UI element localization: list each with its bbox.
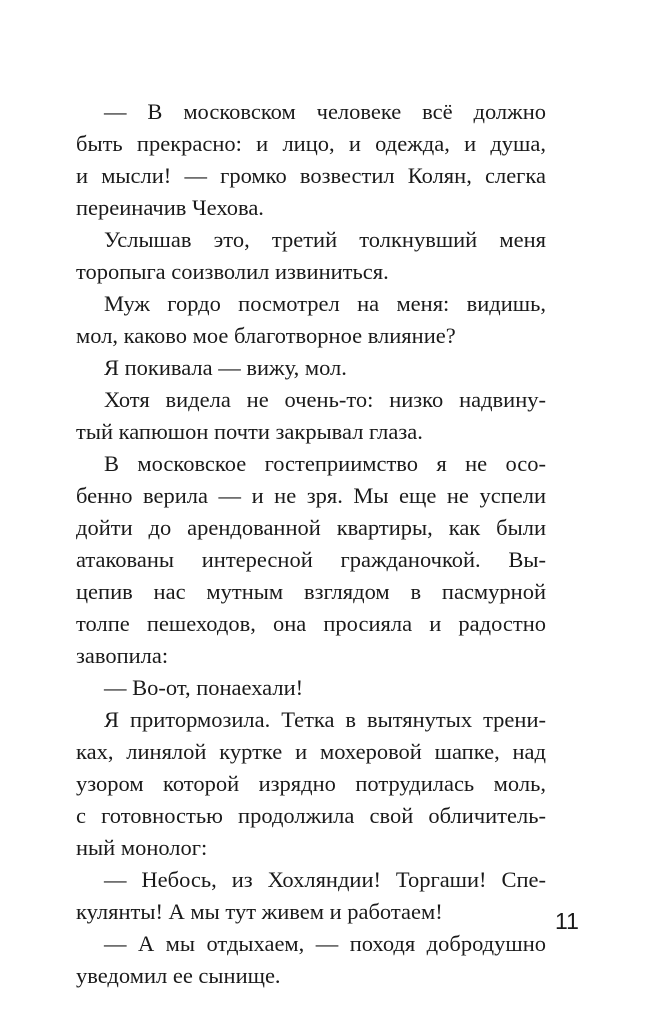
text-line: переиначив Чехова.	[76, 195, 264, 220]
text-line: В московское гостеприимство я не осо-	[104, 451, 546, 476]
text-line: и мысли! — громко возвестил Колян, слегка	[76, 163, 546, 188]
text-line: кулянты! А мы тут живем и работаем!	[76, 899, 443, 924]
text-line: быть прекрасно: и лицо, и одежда, и душа,	[76, 131, 546, 156]
text-line: с готовностью продолжила свой обличитель-	[76, 803, 546, 828]
text-line: бенно верила — и не зря. Мы еще не успели	[76, 483, 546, 508]
text-line: — А мы отдыхаем, — походя добродушно	[104, 931, 546, 956]
text-line: — В московском человеке всё должно	[104, 99, 546, 124]
text-line: уведомил ее сынище.	[76, 963, 281, 988]
text-line: толпе пешеходов, она просияла и радостно	[76, 611, 546, 636]
text-line: Муж гордо посмотрел на меня: видишь,	[104, 291, 546, 316]
text-line: тый капюшон почти закрывал глаза.	[76, 419, 423, 444]
text-line: Я покивала — вижу, мол.	[104, 355, 347, 380]
text-line: дойти до арендованной квартиры, как были	[76, 515, 546, 540]
text-line: Хотя видела не очень-то: низко надвину-	[104, 387, 546, 412]
text-line: ный монолог:	[76, 835, 208, 860]
text-line: узором которой изрядно потрудилась моль,	[76, 771, 546, 796]
text-line: мол, каково мое благотворное влияние?	[76, 323, 456, 348]
text-line: ках, линялой куртке и мохеровой шапке, над	[76, 739, 546, 764]
text-line: завопила:	[76, 643, 169, 668]
text-line: торопыга соизволил извиниться.	[76, 259, 389, 284]
text-line: Услышав это, третий толкнувший меня	[104, 227, 546, 252]
page-number: 11	[555, 908, 579, 934]
text-line: — Во-от, понаехали!	[104, 675, 304, 700]
text-line: атакованы интересной гражданочкой. Вы-	[76, 547, 546, 572]
text-line: — Небось, из Хохляндии! Торгаши! Спе-	[104, 867, 546, 892]
text-line: Я притормозила. Тетка в вытянутых трени-	[104, 707, 546, 732]
text-line: цепив нас мутным взглядом в пасмурной	[76, 579, 546, 604]
body-text	[76, 96, 546, 992]
